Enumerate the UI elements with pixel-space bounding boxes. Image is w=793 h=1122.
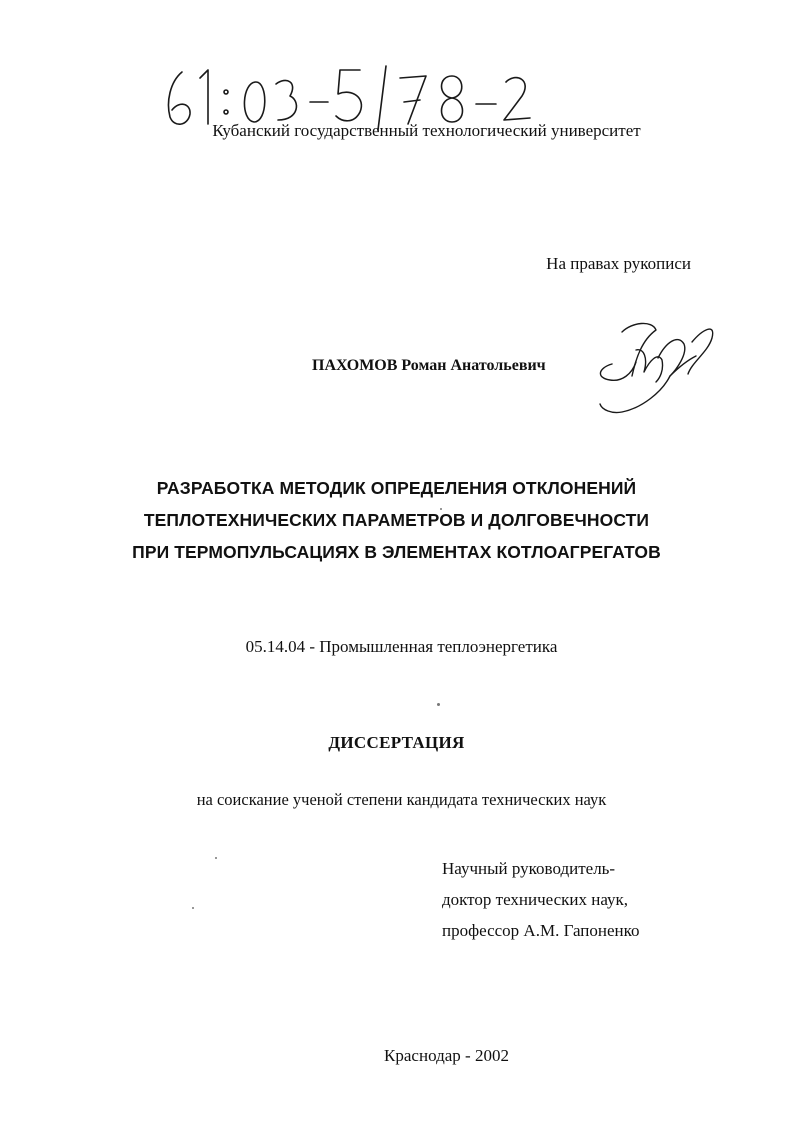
university-name: Кубанский государственный технологический университет bbox=[212, 121, 641, 140]
author-given-names: Роман Анатольевич bbox=[401, 357, 546, 374]
title-line-3: ПРИ ТЕРМОПУЛЬСАЦИЯХ В ЭЛЕМЕНТАХ КОТЛОАГРЕГАТОВ bbox=[132, 542, 661, 562]
scan-speck bbox=[437, 703, 440, 706]
supervisor-line-3: профессор А.М. Гапоненко bbox=[442, 921, 640, 940]
author-name bbox=[312, 357, 546, 375]
scan-speck bbox=[215, 857, 217, 859]
document-type: ДИССЕРТАЦИЯ bbox=[328, 733, 465, 752]
supervisor-block bbox=[442, 853, 640, 946]
dissertation-title bbox=[0, 472, 793, 568]
city-and-year: Краснодар - 2002 bbox=[384, 1046, 509, 1065]
supervisor-line-1: Научный руководитель- bbox=[442, 859, 616, 878]
title-line-2: ТЕПЛОТЕХНИЧЕСКИХ ПАРАМЕТРОВ И ДОЛГОВЕЧНОСТИ bbox=[143, 510, 650, 530]
title-line-1: РАЗРАБОТКА МЕТОДИК ОПРЕДЕЛЕНИЯ ОТКЛОНЕНИЙ bbox=[156, 478, 637, 498]
specialty-code: 05.14.04 - Промышленная теплоэнергетика bbox=[245, 637, 558, 656]
degree-statement: на соискание ученой степени кандидата технических наук bbox=[196, 790, 607, 809]
author-signature bbox=[592, 312, 722, 417]
scan-speck bbox=[192, 907, 194, 909]
author-surname: ПАХОМОВ bbox=[312, 357, 398, 374]
supervisor-line-2: доктор технических наук, bbox=[442, 890, 629, 909]
scan-speck bbox=[440, 508, 442, 510]
rights-note: На правах рукописи bbox=[546, 254, 691, 273]
